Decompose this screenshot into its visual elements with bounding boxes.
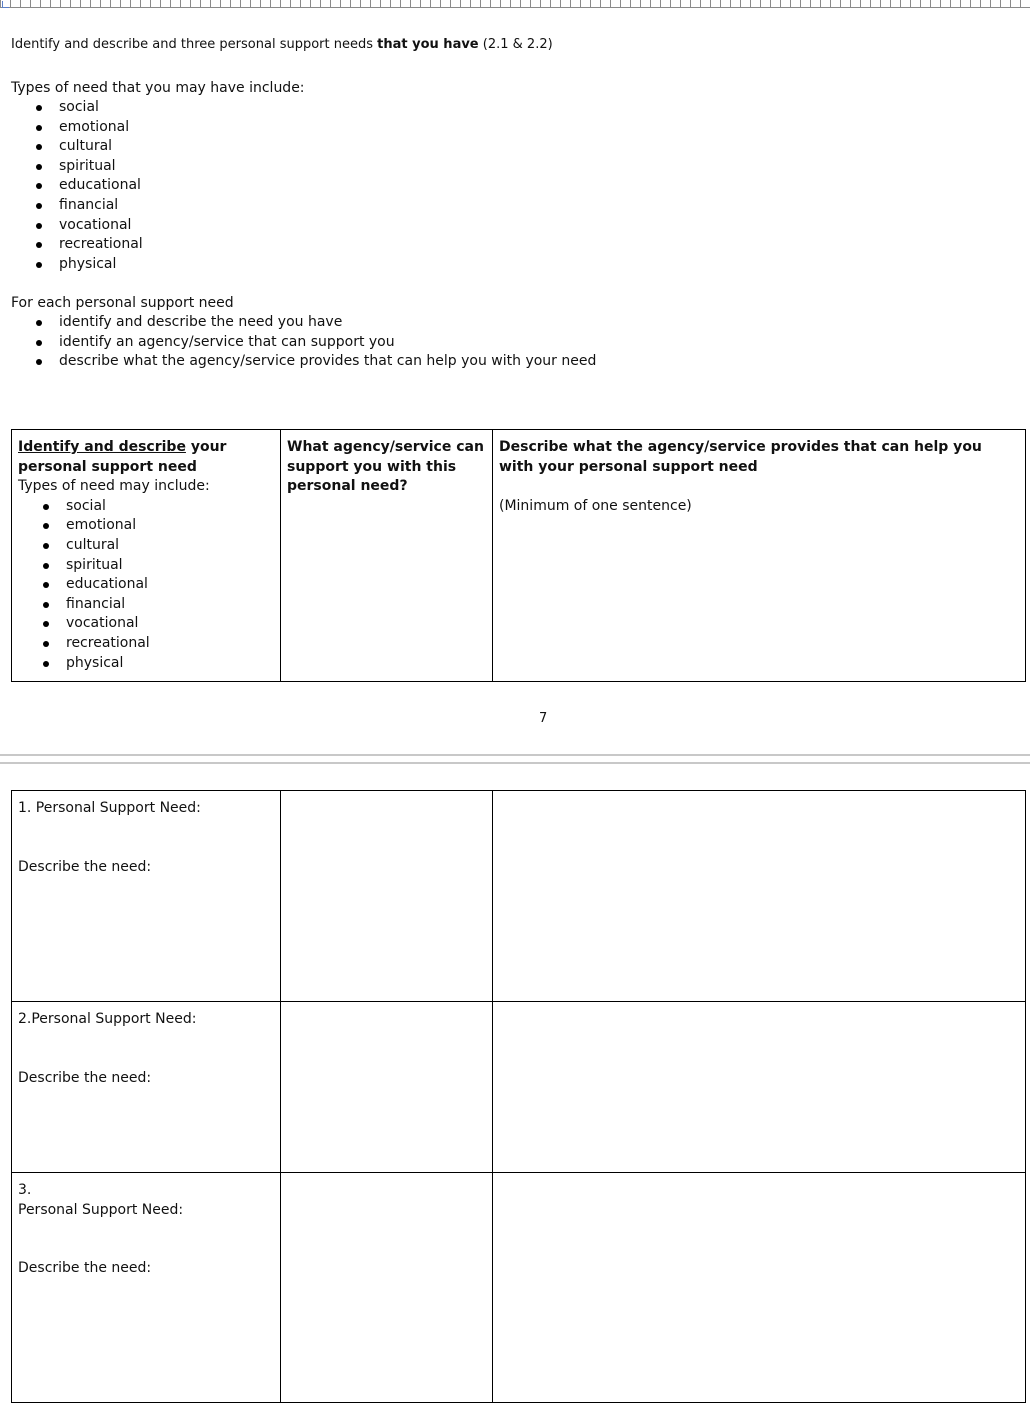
provides-cell-1[interactable] — [493, 791, 1026, 1002]
agency-cell-2[interactable] — [281, 1002, 493, 1173]
list-item: emotional — [59, 118, 143, 138]
list-item: recreational — [66, 634, 274, 654]
page-number: 7 — [539, 711, 548, 726]
list-item: cultural — [66, 536, 274, 556]
list-item: recreational — [59, 235, 143, 255]
need-label: 2.Personal Support Need: — [18, 1011, 197, 1027]
need-cell-2[interactable] — [12, 1002, 281, 1173]
page-break-line — [0, 762, 1030, 764]
list-item: educational — [59, 176, 143, 196]
list-item: emotional — [66, 516, 274, 536]
list-item: financial — [59, 196, 143, 216]
table-row — [12, 430, 1026, 682]
list-item: social — [59, 98, 143, 118]
intro-emphasis: that you have — [377, 37, 479, 52]
need-cell-3[interactable] — [12, 1173, 281, 1403]
list-item: financial — [66, 595, 274, 615]
list-item: spiritual — [59, 157, 143, 177]
header-table — [11, 429, 1026, 682]
need-cell-1[interactable] — [12, 791, 281, 1002]
list-item: educational — [66, 575, 274, 595]
header-provides-title: Describe what the agency/service provides that can help you with your personal support need — [499, 439, 982, 475]
header-types-list — [66, 497, 274, 673]
types-heading: Types of need that you may have include: — [11, 80, 305, 96]
intro-ref: (2.1 & 2.2) — [478, 37, 553, 52]
header-provides-note: (Minimum of one sentence) — [499, 498, 692, 515]
header-cell-agency — [281, 430, 493, 682]
header-cell-provides — [493, 430, 1026, 682]
top-ruler — [0, 0, 1030, 8]
intro-lead: Identify and describe and three personal support needs — [11, 37, 378, 52]
need-label: 1. Personal Support Need: — [18, 800, 201, 816]
need-number: 3. — [18, 1182, 32, 1198]
header-need-title-underlined: Identify and describe — [18, 439, 186, 455]
describe-label: Describe the need: — [18, 1069, 152, 1086]
page-break-line — [0, 754, 1030, 756]
foreach-list — [59, 313, 596, 372]
table-row — [12, 1173, 1026, 1403]
header-need-title — [18, 438, 274, 477]
foreach-heading: For each personal support need — [11, 295, 234, 311]
describe-label: Describe the need: — [18, 1260, 152, 1277]
header-need-title-rest: your personal support need — [18, 439, 227, 475]
need-label: Personal Support Need: — [18, 1201, 184, 1218]
list-item: physical — [59, 255, 143, 275]
table-row — [12, 1002, 1026, 1173]
list-item: vocational — [66, 614, 274, 634]
list-item: identify an agency/service that can support you — [59, 333, 596, 353]
list-item: social — [66, 497, 274, 517]
indent-marker-icon — [2, 1, 9, 8]
intro-instruction — [11, 37, 553, 52]
header-types-heading: Types of need may include: — [18, 478, 210, 495]
describe-label: Describe the need: — [18, 858, 152, 875]
header-cell-need — [12, 430, 281, 682]
agency-cell-3[interactable] — [281, 1173, 493, 1403]
table-row — [12, 791, 1026, 1002]
list-item: vocational — [59, 216, 143, 236]
list-item: describe what the agency/service provides that can help you with your need — [59, 352, 596, 372]
types-list — [59, 98, 143, 274]
agency-cell-1[interactable] — [281, 791, 493, 1002]
provides-cell-2[interactable] — [493, 1002, 1026, 1173]
list-item: cultural — [59, 137, 143, 157]
list-item: identify and describe the need you have — [59, 313, 596, 333]
list-item: physical — [66, 654, 274, 674]
provides-cell-3[interactable] — [493, 1173, 1026, 1403]
list-item: spiritual — [66, 556, 274, 576]
response-table — [11, 790, 1026, 1403]
header-agency-title: What agency/service can support you with this personal need? — [287, 439, 484, 495]
